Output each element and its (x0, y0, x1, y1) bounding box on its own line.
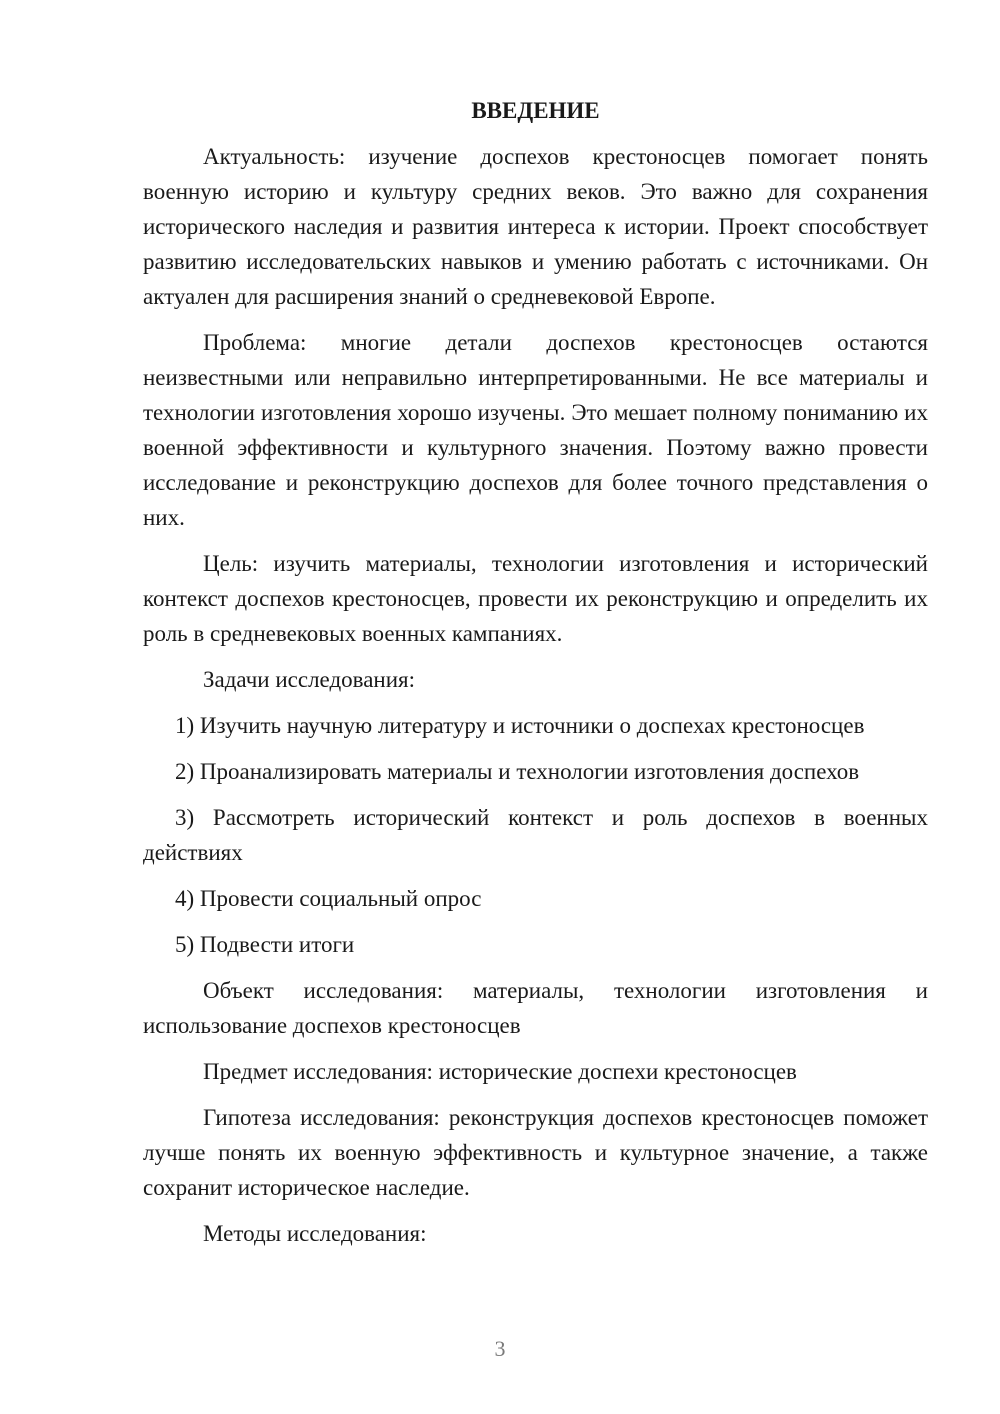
relevance-paragraph: Актуальность: изучение доспехов крестоносцев помогает понять военную историю и культуру средних веков. Это важно для сохранения исторического наследия и развития интереса к истории. Проект способствует развитию исследовательских навыков и умению работать с источниками. Он актуален для расширения знаний о средневековой Европе. (143, 144, 928, 309)
subject-paragraph: Предмет исследования: исторические доспехи крестоносцев (203, 1059, 797, 1084)
page-content (143, 93, 928, 1262)
task-item-1: 1) Изучить научную литературу и источники о доспехах крестоносцев (175, 713, 865, 738)
hypothesis-paragraph: Гипотеза исследования: реконструкция доспехов крестоносцев поможет лучше понять их военную эффективность и культурное значение, а также сохранит историческое наследие. (143, 1105, 928, 1200)
task-item-4: 4) Провести социальный опрос (175, 886, 482, 911)
section-heading: ВВЕДЕНИЕ (471, 98, 600, 123)
object-paragraph: Объект исследования: материалы, технологии изготовления и использование доспехов крестоносцев (143, 978, 928, 1038)
tasks-title: Задачи исследования: (203, 667, 416, 692)
methods-title: Методы исследования: (203, 1221, 427, 1246)
problem-paragraph: Проблема: многие детали доспехов крестоносцев остаются неизвестными или неправильно интерпретированными. Не все материалы и технологии изготовления хорошо изучены. Это мешает полному пониманию их военной эффективности и культурного значения. Поэтому важно провести исследование и реконструкцию доспехов для более точного представления о них. (143, 330, 928, 530)
goal-paragraph: Цель: изучить материалы, технологии изготовления и исторический контекст доспехов крестоносцев, провести их реконструкцию и определить их роль в средневековых военных кампаниях. (143, 551, 928, 646)
page-number: 3 (494, 1336, 506, 1361)
task-item-5: 5) Подвести итоги (175, 932, 355, 957)
task-item-3: 3) Рассмотреть исторический контекст и роль доспехов в военных действиях (143, 805, 928, 865)
task-item-2: 2) Проанализировать материалы и технологии изготовления доспехов (175, 759, 860, 784)
